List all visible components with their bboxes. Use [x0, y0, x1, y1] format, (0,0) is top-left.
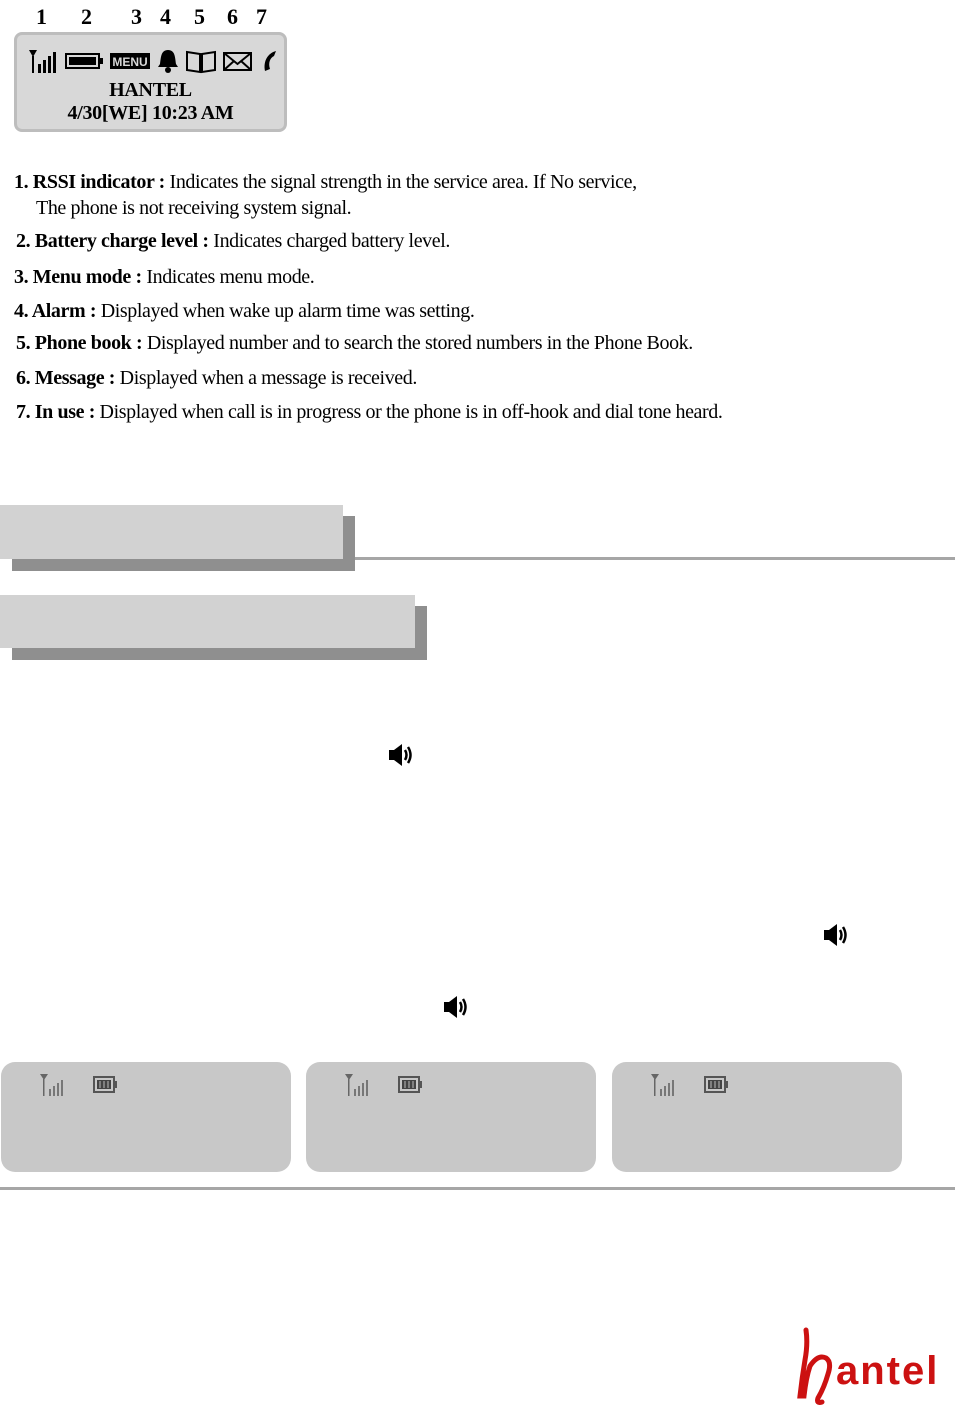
description-text: Displayed number and to search the stored numbers in the Phone Book.	[142, 332, 693, 354]
lcd-datetime: 4/30[WE] 10:23 AM	[67, 102, 234, 124]
speaker-icon	[387, 742, 415, 768]
battery-icon	[65, 47, 105, 75]
battery-icon	[92, 1072, 120, 1098]
section-header-bar	[0, 505, 343, 559]
lcd-display	[14, 32, 287, 132]
description-text: Indicates charged battery level.	[208, 230, 451, 252]
signal-icon	[39, 1072, 67, 1098]
description-item-1	[14, 171, 637, 194]
section-divider-line	[355, 557, 955, 560]
description-label: 7. In use :	[16, 401, 95, 423]
description-label: 3. Menu mode :	[14, 266, 142, 288]
description-item-6	[16, 367, 417, 390]
handset-icon	[258, 47, 282, 75]
signal-icon	[344, 1072, 372, 1098]
description-label: 4. Alarm :	[14, 300, 97, 322]
indicator-number-4: 4	[160, 4, 171, 29]
indicator-number-5: 5	[194, 4, 205, 29]
svg-text:antel: antel	[836, 1349, 940, 1393]
footer-divider-line	[0, 1187, 955, 1190]
description-label: 5. Phone book :	[16, 332, 143, 354]
description-label: 2. Battery charge level :	[16, 230, 209, 252]
battery-icon	[397, 1072, 425, 1098]
description-item-7	[16, 401, 723, 424]
description-text: Displayed when wake up alarm time was setting.	[96, 300, 475, 322]
signal-icon	[650, 1072, 678, 1098]
svg-text:MENU: MENU	[112, 55, 148, 69]
menu-icon	[109, 47, 151, 75]
description-text: Displayed when call is in progress or the phone is in off-hook and dial tone heard.	[94, 401, 723, 423]
speaker-icon	[822, 922, 850, 948]
description-text: Indicates the signal strength in the service area. If No service,	[164, 171, 637, 193]
indicator-number-3: 3	[131, 4, 142, 29]
description-text: Indicates menu mode.	[141, 266, 315, 288]
alarm-bell-icon	[156, 47, 180, 75]
indicator-number-6: 6	[227, 4, 238, 29]
indicator-number-1: 1	[36, 4, 47, 29]
description-label: 1. RSSI indicator :	[14, 171, 165, 193]
description-item-4	[14, 300, 474, 323]
message-envelope-icon	[222, 47, 254, 75]
lcd-brand: HANTEL	[109, 79, 192, 101]
speaker-icon	[442, 994, 470, 1020]
hantel-logo	[794, 1326, 966, 1406]
subsection-header-bar	[0, 595, 415, 648]
indicator-number-2: 2	[81, 4, 92, 29]
description-item-1-continuation: The phone is not receiving system signal.	[36, 197, 352, 219]
description-item-3	[14, 266, 314, 289]
mini-screen-1	[1, 1062, 291, 1172]
phone-book-icon	[185, 47, 217, 75]
signal-icon	[27, 47, 61, 75]
description-item-5	[16, 332, 693, 355]
description-label: 6. Message :	[16, 367, 116, 389]
battery-icon	[703, 1072, 731, 1098]
indicator-number-7: 7	[256, 4, 267, 29]
description-text: Displayed when a message is received.	[115, 367, 417, 389]
description-item-2	[16, 230, 450, 253]
mini-screen-2	[306, 1062, 596, 1172]
mini-screen-3	[612, 1062, 902, 1172]
